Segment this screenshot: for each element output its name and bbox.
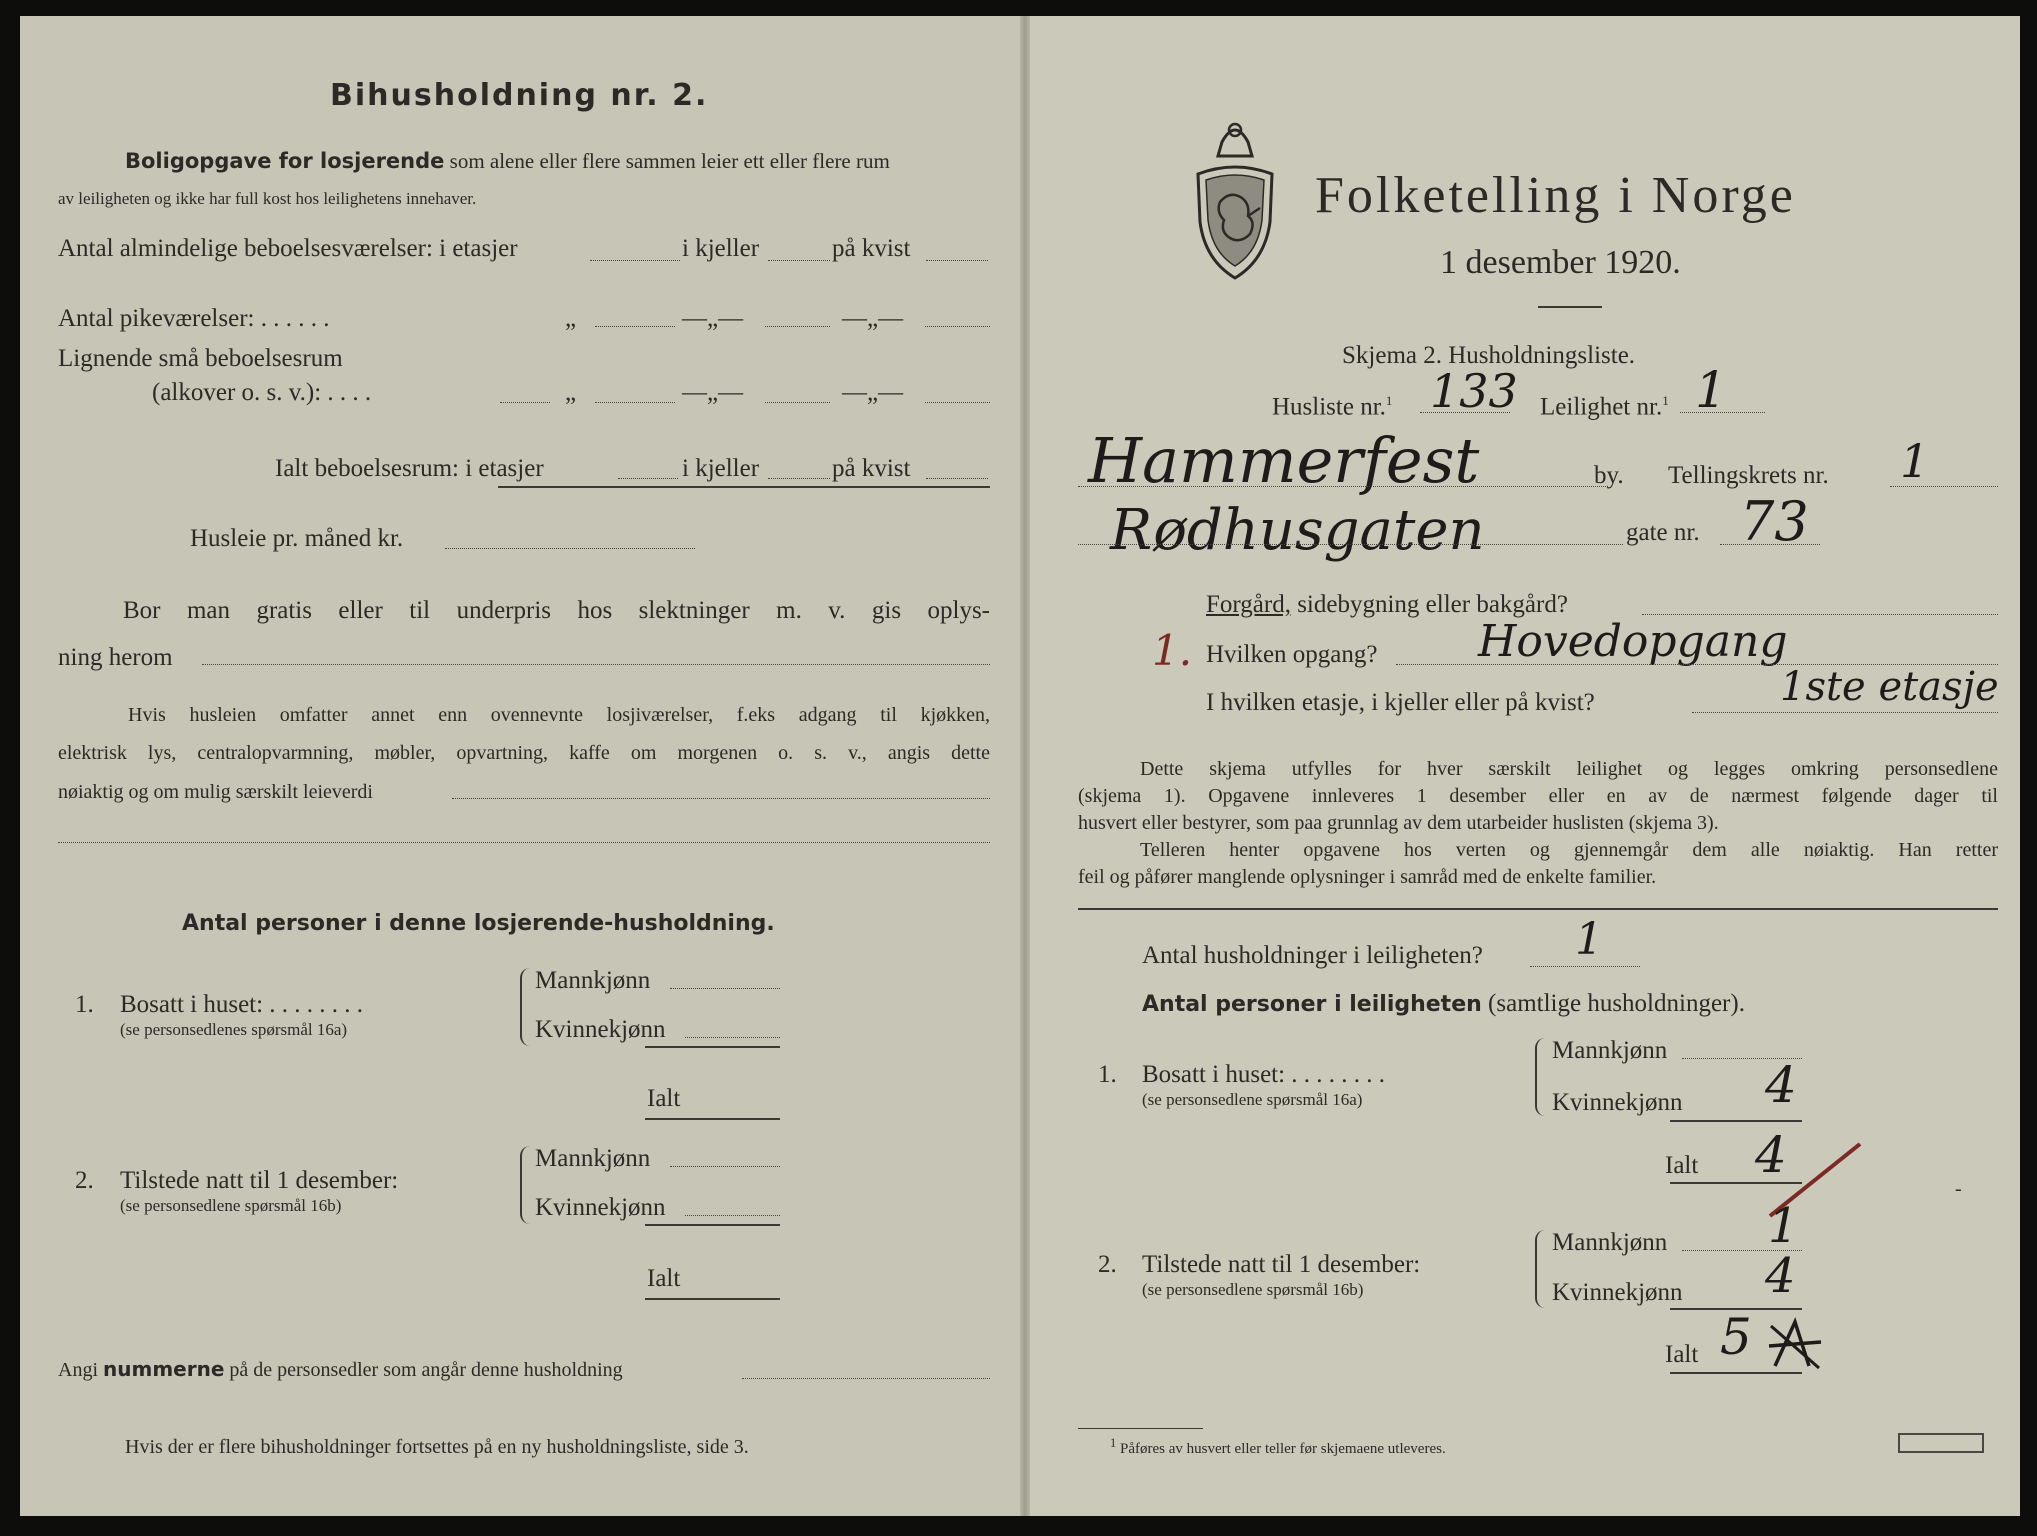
hvis-line-1: Hvis husleien omfatter annet enn ovennevnte losjiværelser, f.eks adgang til kjøkken, (128, 704, 990, 726)
husliste-sup: 1 (1385, 393, 1393, 408)
rooms-kvist-label: på kvist (832, 235, 911, 262)
leieverdi-field[interactable] (452, 798, 990, 799)
left-q1-label: Bosatt i huset: . . . . . . . . (120, 991, 364, 1018)
pike-field-1[interactable] (595, 326, 675, 327)
opgang-label: Hvilken opgang? (1206, 641, 1378, 668)
right-q2-ialt-label: Ialt (1665, 1341, 1699, 1368)
by-value[interactable]: Hammerfest (1088, 424, 1480, 497)
hvis-line-2: elektrisk lys, centralopvarmning, møbler, opvartning, kaffe om morgenen o. s. v., angis dette (58, 742, 990, 764)
right-q2-kvinne-value[interactable]: 4 (1765, 1248, 1796, 1304)
left-persons-heading: Antal personer i denne losjerende-husholdning. (182, 911, 775, 936)
right-q1-ialt-value[interactable]: 4 (1755, 1126, 1787, 1184)
info-line-2: (skjema 1). Opgavene innleveres 1 desember eller en av de nærmest følgende dager til (1078, 785, 1998, 807)
left-q2-label: Tilstede natt til 1 desember: (120, 1167, 399, 1194)
left-q1-ref: (se personsedlenes spørsmål 16a) (120, 1020, 348, 1039)
pike-ditto-1: „ (565, 305, 577, 332)
left-q2-ref: (se personsedlene spørsmål 16b) (120, 1196, 342, 1215)
info-line-4: Telleren henter opgavene hos verten og gjennemgår dem alle nøiaktig. Han retter (1140, 839, 1998, 861)
right-q1-brace (1535, 1038, 1547, 1116)
left-q1-ialt-label: Ialt (647, 1085, 681, 1112)
left-q1-kvinne-field[interactable] (685, 1037, 780, 1038)
rooms-kjeller-field[interactable] (768, 260, 830, 261)
left-q2-kvinne-field[interactable] (685, 1215, 780, 1216)
coat-of-arms-icon (1190, 112, 1280, 284)
angi-post: på de personsedler som angår denne husholdning (229, 1359, 623, 1381)
footnote-line (1110, 1432, 1446, 1460)
ialt-kvist-field[interactable] (926, 478, 988, 479)
etasje-value[interactable]: 1ste etasje (1780, 664, 1999, 710)
gate-nr-field (1720, 544, 1820, 545)
right-persons-rest: (samtlige husholdninger). (1488, 990, 1745, 1017)
by-field (1078, 486, 1606, 487)
pike-field-2[interactable] (765, 326, 830, 327)
right-q1-kvinne-value[interactable]: 4 (1765, 1056, 1797, 1114)
rooms-label: Antal almindelige beboelsesværelser: i etasjer (58, 235, 518, 262)
husliste-label (1272, 386, 1392, 422)
right-q2-label: Tilstede natt til 1 desember: (1142, 1251, 1421, 1278)
lignende-field-2[interactable] (765, 402, 830, 403)
right-q1-tick: - (1955, 1178, 1962, 1200)
bor-field[interactable] (202, 664, 990, 665)
right-q1-kvinne-label: Kvinnekjønn (1552, 1089, 1683, 1116)
angi-line (58, 1356, 623, 1383)
info-line-1: Dette skjema utfylles for hver særskilt leilighet og legges omkring personsedlene (1140, 758, 1998, 780)
left-q1-kvinne-underline (645, 1046, 780, 1048)
husliste-text: Husliste nr. (1272, 393, 1386, 421)
footnote-num: 1 (1110, 1436, 1117, 1450)
lignende-label-1: Lignende små beboelsesrum (58, 345, 343, 372)
left-q1-mann-label: Mannkjønn (535, 967, 651, 994)
rooms-etasjer-field[interactable] (590, 260, 680, 261)
lignende-field-3[interactable] (925, 402, 990, 403)
opgang-mark: 1. (1152, 626, 1193, 675)
lignende-ditto-2: —„— (682, 379, 744, 406)
left-q2-kvinne-label: Kvinnekjønn (535, 1194, 666, 1221)
husliste-field (1420, 412, 1510, 413)
info-paragraph (1078, 756, 1998, 891)
hush-label: Antal husholdninger i leiligheten? (1142, 942, 1483, 969)
leieverdi-field-2[interactable] (58, 842, 990, 843)
rooms-kjeller-label: i kjeller (682, 235, 760, 262)
gate-nr-value[interactable]: 73 (1740, 490, 1809, 553)
forgard-underlined: Forgård, (1206, 591, 1291, 618)
right-q2-kvinne-label: Kvinnekjønn (1552, 1279, 1683, 1306)
lignende-label-2: (alkover o. s. v.): . . . . (152, 379, 372, 406)
right-q2-ialt-crossed-mark (1765, 1316, 1825, 1372)
info-line-3: husvert eller bestyrer, som paa grunnlag av dem utarbeider huslisten (skjema 3). (1078, 812, 1719, 834)
left-q2-mann-label: Mannkjønn (535, 1145, 651, 1172)
lignende-ditto-3: —„— (842, 379, 904, 406)
right-q2-mann-value[interactable]: 1 (1768, 1198, 1799, 1254)
right-q1-ialt-field (1670, 1182, 1802, 1184)
hvis-paragraph (58, 696, 990, 772)
angi-pre: Angi (58, 1359, 98, 1381)
info-line-5: feil og påfører manglende oplysninger i samråd med de enkelte familier. (1078, 866, 1657, 888)
etasje-label: I hvilken etasje, i kjeller eller på kvist? (1206, 689, 1595, 716)
bor-line-1: Bor man gratis eller til underpris hos slektninger m. v. gis oplys- (123, 597, 990, 624)
by-label: by. (1594, 462, 1624, 489)
ialt-etasjer-field[interactable] (618, 478, 678, 479)
krets-value[interactable]: 1 (1900, 434, 1930, 488)
angi-bold: nummerne (103, 1357, 225, 1381)
right-q2-brace (1535, 1230, 1547, 1308)
husliste-value[interactable]: 133 (1430, 364, 1518, 418)
gate-label: gate nr. (1626, 519, 1700, 546)
krets-label: Tellingskrets nr. (1668, 462, 1829, 489)
right-q1-kvinne-underline (1670, 1120, 1802, 1122)
forgard-rest: sidebygning eller bakgård? (1297, 591, 1568, 618)
ialt-rooms-label: Ialt beboelsesrum: i etasjer (275, 455, 544, 482)
info-rule (1078, 908, 1998, 910)
right-title: Folketelling i Norge (1315, 167, 1796, 224)
left-q1-ialt-field[interactable] (645, 1118, 780, 1120)
lignende-field-1[interactable] (595, 402, 675, 403)
right-q2-number: 2. (1098, 1251, 1117, 1278)
intro-line-2: av leiligheten og ikke har full kost hos leilighetens innehaver. (58, 189, 477, 208)
intro-line-1 (125, 148, 890, 174)
leilighet-value[interactable]: 1 (1695, 361, 1727, 419)
bor-paragraph (58, 582, 990, 640)
right-q1-mann-label: Mannkjønn (1552, 1037, 1668, 1064)
left-q2-brace (520, 1146, 532, 1224)
opgang-value[interactable]: Hovedopgang (1478, 616, 1788, 667)
ialt-kvist-label: på kvist (832, 455, 911, 482)
left-q2-number: 2. (75, 1167, 94, 1194)
pike-ditto-3: —„— (842, 305, 904, 332)
skjema-line: Skjema 2. Husholdningsliste. (1342, 342, 1636, 369)
pike-field-3[interactable] (925, 326, 990, 327)
left-q2-ialt-field[interactable] (645, 1298, 780, 1300)
right-persons-line (1142, 989, 1745, 1020)
left-page (20, 16, 1020, 1516)
right-q2-mann-label: Mannkjønn (1552, 1229, 1668, 1256)
left-q1-brace (520, 968, 532, 1046)
footnote-rule (1078, 1428, 1203, 1429)
ialt-rooms-underline (498, 486, 990, 488)
title-rule (1538, 306, 1602, 308)
left-q1-mann-field[interactable] (670, 988, 780, 989)
right-date: 1 desember 1920. (1440, 244, 1681, 281)
left-footer: Hvis der er flere bihusholdninger fortsettes på en ny husholdningsliste, side 3. (125, 1436, 749, 1458)
gate-field (1078, 544, 1623, 545)
right-q1-label: Bosatt i huset: . . . . . . . . (1142, 1061, 1386, 1088)
ialt-kjeller-label: i kjeller (682, 455, 760, 482)
krets-field (1890, 486, 1998, 487)
left-q1-kvinne-label: Kvinnekjønn (535, 1016, 666, 1043)
leilighet-sup: 1 (1662, 393, 1669, 408)
footnote-text: Påføres av husvert eller teller før skjemaene utleveres. (1120, 1441, 1446, 1457)
right-q1-ialt-label: Ialt (1665, 1152, 1699, 1179)
bor-line-2: ning herom (58, 644, 173, 671)
left-q2-kvinne-underline (645, 1224, 780, 1226)
gate-value[interactable]: Rødhusgaten (1110, 498, 1485, 563)
right-q1-ref: (se personsedlene spørsmål 16a) (1142, 1090, 1363, 1109)
right-q1-number: 1. (1098, 1061, 1117, 1088)
lignende-ditto-1: „ (565, 379, 577, 406)
forgard-field[interactable] (1642, 614, 1998, 615)
angi-field[interactable] (742, 1378, 990, 1379)
census-form-sheet (20, 16, 2020, 1516)
leilighet-field (1680, 412, 1765, 413)
ialt-kjeller-field[interactable] (768, 478, 830, 479)
husleie-field[interactable] (445, 548, 695, 549)
right-q2-ialt-value[interactable]: 5 (1720, 1308, 1752, 1366)
leilighet-label (1540, 386, 1669, 422)
left-q2-mann-field[interactable] (670, 1166, 780, 1167)
intro-rest: som alene eller flere sammen leier ett eller flere rum (449, 149, 890, 173)
right-persons-bold: Antal personer i leiligheten (1142, 992, 1482, 1017)
husleie-label: Husleie pr. måned kr. (190, 525, 404, 552)
hvis-line-3: nøiaktig og om mulig særskilt leieverdi (58, 781, 373, 803)
etasje-field (1692, 712, 1998, 713)
rooms-kvist-field[interactable] (926, 260, 988, 261)
right-q2-ialt-field (1670, 1372, 1802, 1374)
page-fold (1020, 16, 1030, 1516)
lignende-field-0[interactable] (500, 402, 550, 403)
left-q1-number: 1. (75, 991, 94, 1018)
printer-stamp-icon (1898, 1433, 1984, 1453)
left-q2-ialt-label: Ialt (647, 1265, 681, 1292)
leilighet-text: Leilighet nr. (1540, 393, 1663, 421)
left-title: Bihusholdning nr. 2. (330, 78, 709, 113)
right-page (1030, 16, 2020, 1516)
hush-value[interactable]: 1 (1575, 914, 1603, 965)
intro-bold: Boligopgave for losjerende (125, 149, 445, 173)
hush-field (1530, 966, 1640, 967)
pike-label: Antal pikeværelser: . . . . . . (58, 305, 330, 332)
right-q2-ref: (se personsedlene spørsmål 16b) (1142, 1280, 1364, 1299)
pike-ditto-2: —„— (682, 305, 744, 332)
